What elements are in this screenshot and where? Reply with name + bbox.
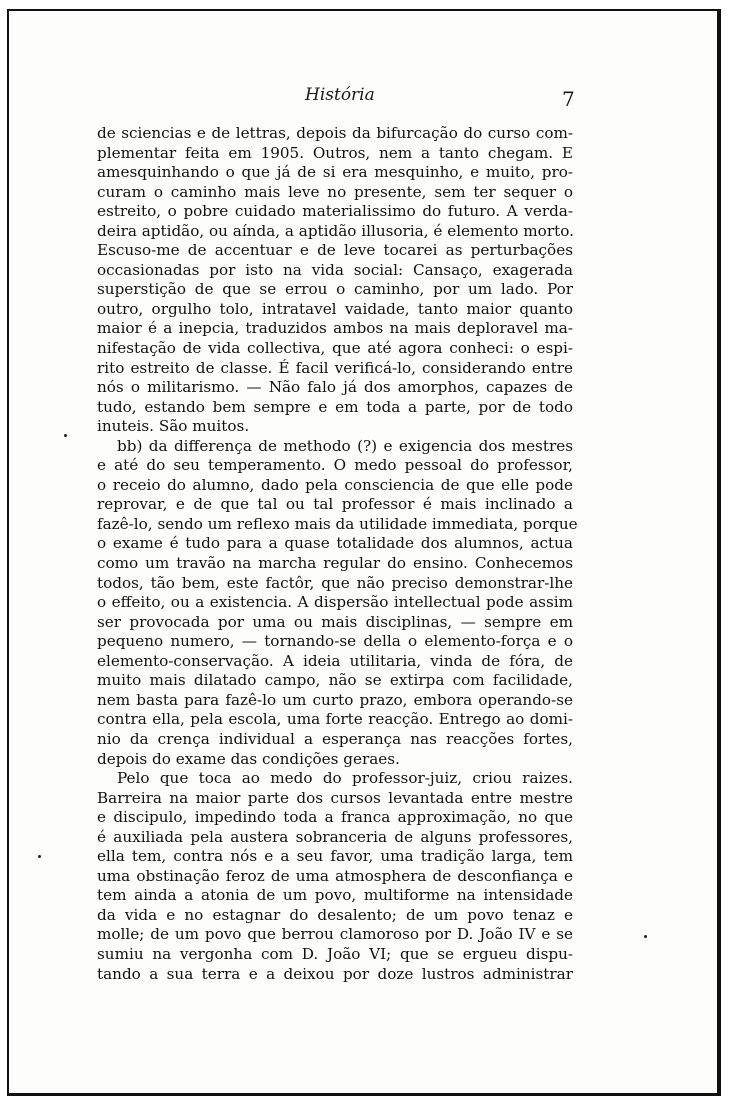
- text-line: deira aptidão, ou aínda, a aptidão illusoria, é elemento morto.: [97, 221, 574, 240]
- text-line: occasionadas por isto na vida social: Cansaço, exagerada: [97, 260, 573, 279]
- text-line: é auxiliada pela austera sobranceria de alguns professores,: [97, 827, 573, 846]
- text-line: molle; de um povo que berrou clamoroso por D. João IV e se: [97, 925, 573, 944]
- text-line: e até do seu temperamento. O medo pessoal do professor,: [97, 456, 573, 475]
- text-line: superstição de que se errou o caminho, por um lado. Por: [97, 280, 573, 299]
- text-line: tudo, estando bem sempre e em toda a parte, por de todo: [97, 397, 573, 416]
- text-line: tando a sua terra e a deixou por doze lustros administrar: [97, 964, 573, 983]
- text-line: fazê-lo, sendo um reflexo mais da utilidade immediata, porque: [97, 514, 578, 533]
- text-line: nio da crença individual a esperança nas reacções fortes,: [97, 729, 573, 748]
- text-line: tem ainda a atonia de um povo, multiforme na intensidade: [97, 886, 573, 905]
- text-line: e discipulo, impedindo toda a franca approximação, no que: [97, 808, 573, 827]
- text-line: sumiu na vergonha com D. João VI; que se ergueu dispu-: [97, 944, 573, 963]
- text-line: estreito, o pobre cuidado materialissimo do futuro. A verda-: [97, 202, 573, 221]
- text-line: muito mais dilatado campo, não se extirpa com facilidade,: [97, 671, 573, 690]
- text-line: o receio do alumno, dado pela consciencia de que elle pode: [97, 475, 573, 494]
- text-line: maior é a inepcia, traduzidos ambos na mais deploravel ma-: [97, 319, 573, 338]
- text-line: Pelo que toca ao medo do professor-juiz, criou raizes.: [117, 769, 573, 788]
- text-line: plementar feita em 1905. Outros, nem a tanto chegam. E: [97, 143, 573, 162]
- text-line: todos, tão bem, este factôr, que não preciso demonstrar-lhe: [97, 573, 573, 592]
- text-line: rito estreito de classe. É facil verificá-lo, considerando entre: [97, 358, 573, 377]
- page-number: 7: [562, 87, 575, 111]
- text-line: como um travão na marcha regular do ensino. Conhecemos: [97, 554, 573, 573]
- body-text: [97, 124, 578, 984]
- text-line: uma obstinação feroz de uma atmosphera de desconfiança e: [97, 866, 573, 885]
- text-line: inuteis. São muitos.: [97, 417, 250, 436]
- text-line: Barreira na maior parte dos cursos levantada entre mestre: [97, 788, 573, 807]
- text-line: nem basta para fazê-lo um curto prazo, embora operando-se: [97, 690, 573, 709]
- text-line: elemento-conservação. A ideia utilitaria, vinda de fóra, de: [97, 651, 573, 670]
- text-line: ser provocada por uma ou mais disciplinas, — sempre em: [97, 612, 573, 631]
- text-line: o exame é tudo para a quase totalidade dos alumnos, actua: [97, 534, 573, 553]
- ink-speck: [64, 434, 67, 437]
- ink-speck: [644, 935, 647, 938]
- text-line: outro, orgulho tolo, intratavel vaidade, tanto maior quanto: [97, 299, 573, 318]
- text-line: depois do exame das condições geraes.: [97, 749, 400, 768]
- text-line: nifestação de vida collectiva, que até agora conheci: o espi-: [97, 339, 573, 358]
- text-line: nós o militarismo. — Não falo já dos amorphos, capazes de: [97, 378, 573, 397]
- text-line: amesquinhando o que já de si era mesquinho, e muito, pro-: [97, 163, 573, 182]
- text-line: Escuso-me de accentuar e de leve tocarei as perturbações: [97, 241, 573, 260]
- text-line: da vida e no estagnar do desalento; de um povo tenaz e: [97, 905, 573, 924]
- text-line: ella tem, contra nós e a seu favor, uma tradição larga, tem: [97, 847, 573, 866]
- text-line: o effeito, ou a existencia. A dispersão intellectual pode assim: [97, 593, 573, 612]
- text-line: bb) da differença de methodo (?) e exigencia dos mestres: [117, 436, 573, 455]
- ink-speck: [38, 855, 41, 858]
- text-line: pequeno numero, — tornando-se della o elemento-força e o: [97, 632, 573, 651]
- text-line: reprovar, e de que tal ou tal professor é mais inclinado a: [97, 495, 573, 514]
- text-line: curam o caminho mais leve no presente, sem ter sequer o: [97, 182, 573, 201]
- text-line: contra ella, pela escola, uma forte reacção. Entrego ao domi-: [97, 710, 573, 729]
- text-line: de sciencias e de lettras, depois da bifurcação do curso com-: [97, 124, 573, 142]
- running-title: História: [305, 85, 375, 105]
